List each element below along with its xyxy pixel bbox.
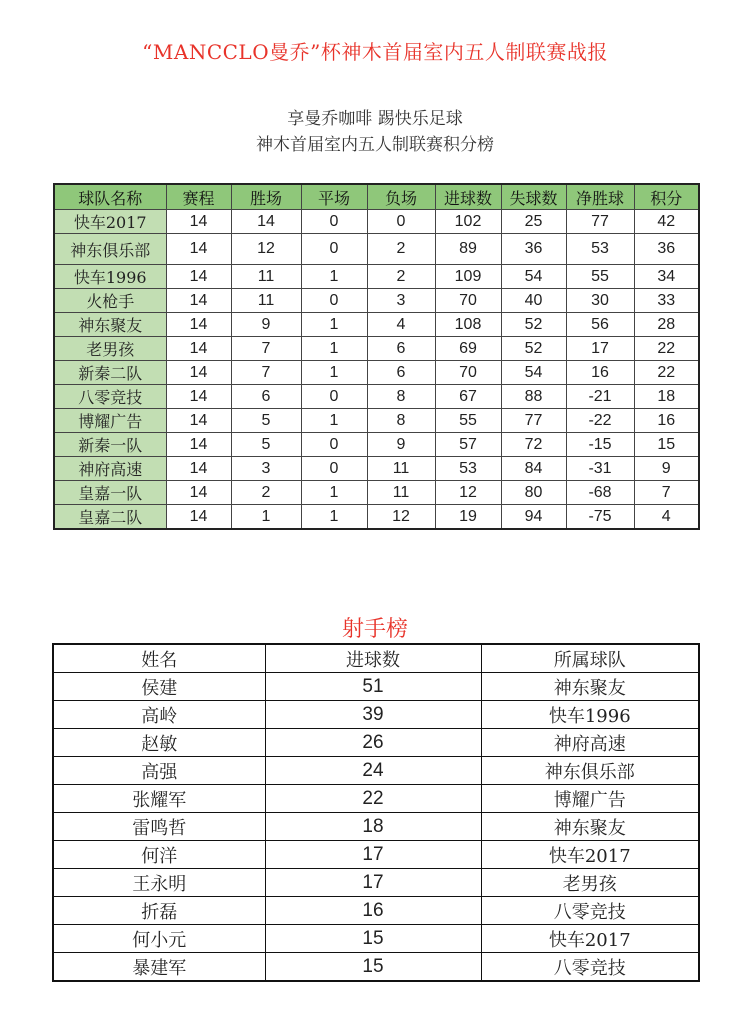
standings-row [54,457,699,481]
stat-cell: 19 [435,505,501,530]
standings-row [54,361,699,385]
player-name-cell: 暴建军 [53,953,265,982]
stat-cell: 11 [367,481,435,505]
goals-cell: 26 [265,729,481,757]
team-name-cell: 神东聚友 [54,313,166,337]
team-name-cell: 神东俱乐部 [54,234,166,265]
stat-cell: 11 [231,289,301,313]
stat-cell: 88 [501,385,566,409]
player-name-cell: 侯建 [53,673,265,701]
stat-cell: -15 [566,433,634,457]
goals-cell: 51 [265,673,481,701]
stat-cell: 15 [634,433,699,457]
stat-cell: 0 [301,210,367,234]
team-cell: 博耀广告 [481,785,699,813]
stat-cell: 5 [231,409,301,433]
stat-cell: 1 [231,505,301,530]
stat-cell: 17 [566,337,634,361]
stat-cell: 1 [301,505,367,530]
stat-cell: 1 [301,337,367,361]
team-cell: 快车2017 [481,841,699,869]
stat-cell: 6 [231,385,301,409]
stat-cell: 14 [166,337,231,361]
stat-cell: 12 [367,505,435,530]
stat-cell: 80 [501,481,566,505]
player-name-cell: 赵敏 [53,729,265,757]
stat-cell: 70 [435,361,501,385]
header-cell: 失球数 [501,184,566,210]
stat-cell: 14 [166,210,231,234]
scorer-row [53,785,699,813]
header-cell: 赛程 [166,184,231,210]
stat-cell: 14 [166,313,231,337]
stat-cell: 14 [166,457,231,481]
standings-row [54,289,699,313]
stat-cell: 70 [435,289,501,313]
stat-cell: -22 [566,409,634,433]
stat-cell: 54 [501,265,566,289]
standings-row [54,337,699,361]
goals-cell: 39 [265,701,481,729]
stat-cell: 12 [435,481,501,505]
stat-cell: 94 [501,505,566,530]
team-cell: 神府高速 [481,729,699,757]
team-name-cell: 皇嘉二队 [54,505,166,530]
stat-cell: 11 [231,265,301,289]
player-name-cell: 高岭 [53,701,265,729]
header-cell: 球队名称 [54,184,166,210]
stat-cell: 1 [301,313,367,337]
stat-cell: 14 [166,265,231,289]
scorers-title: 射手榜 [341,617,408,642]
player-name-cell: 何洋 [53,841,265,869]
stat-cell: 53 [435,457,501,481]
stat-cell: 36 [634,234,699,265]
stat-cell: 4 [634,505,699,530]
player-name-cell: 折磊 [53,897,265,925]
header-cell: 负场 [367,184,435,210]
stat-cell: 9 [634,457,699,481]
goals-cell: 22 [265,785,481,813]
scorer-row [53,813,699,841]
goals-cell: 15 [265,925,481,953]
stat-cell: 7 [231,361,301,385]
stat-cell: 33 [634,289,699,313]
stat-cell: 34 [634,265,699,289]
scorers-header-row [53,644,699,673]
stat-cell: -21 [566,385,634,409]
stat-cell: 7 [231,337,301,361]
standings-row [54,385,699,409]
stat-cell: 7 [634,481,699,505]
stat-cell: 14 [166,505,231,530]
standings-header-row [54,184,699,210]
player-name-cell: 王永明 [53,869,265,897]
scorers-table [52,643,700,982]
goals-cell: 18 [265,813,481,841]
scorer-row [53,953,699,982]
stat-cell: 16 [566,361,634,385]
page-title: “MANCCLO曼乔”杯神木首届室内五人制联赛战报 [142,40,608,64]
stat-cell: 14 [166,385,231,409]
stat-cell: 14 [166,361,231,385]
stat-cell: 14 [166,433,231,457]
stat-cell: 0 [301,385,367,409]
stat-cell: 0 [301,457,367,481]
header-cell: 进球数 [435,184,501,210]
stat-cell: 14 [166,289,231,313]
stat-cell: 22 [634,337,699,361]
stat-cell: 9 [231,313,301,337]
header-cell: 积分 [634,184,699,210]
stat-cell: 102 [435,210,501,234]
stat-cell: 52 [501,313,566,337]
stat-cell: 16 [634,409,699,433]
stat-cell: 6 [367,337,435,361]
scorer-row [53,729,699,757]
team-name-cell: 快车1996 [54,265,166,289]
standings-row [54,210,699,234]
stat-cell: 84 [501,457,566,481]
stat-cell: -68 [566,481,634,505]
standings-row [54,481,699,505]
stat-cell: 2 [367,234,435,265]
goals-cell: 16 [265,897,481,925]
team-cell: 八零竞技 [481,953,699,982]
team-cell: 老男孩 [481,869,699,897]
stat-cell: 0 [301,234,367,265]
stat-cell: 2 [231,481,301,505]
stat-cell: 52 [501,337,566,361]
stat-cell: 0 [301,289,367,313]
stat-cell: 4 [367,313,435,337]
stat-cell: 53 [566,234,634,265]
stat-cell: 1 [301,265,367,289]
stat-cell: 89 [435,234,501,265]
header-cell: 净胜球 [566,184,634,210]
standings-row [54,265,699,289]
standings-row [54,234,699,265]
team-cell: 快车2017 [481,925,699,953]
stat-cell: 5 [231,433,301,457]
stat-cell: 25 [501,210,566,234]
header-cell: 平场 [301,184,367,210]
scorer-row [53,841,699,869]
standings-row [54,409,699,433]
team-cell: 神东俱乐部 [481,757,699,785]
goals-cell: 24 [265,757,481,785]
scorer-row [53,897,699,925]
player-name-cell: 高强 [53,757,265,785]
standings-row [54,313,699,337]
stat-cell: 57 [435,433,501,457]
standings-title: 神木首届室内五人制联赛积分榜 [256,135,494,155]
scorer-row [53,925,699,953]
stat-cell: -75 [566,505,634,530]
stat-cell: 14 [166,409,231,433]
stat-cell: 9 [367,433,435,457]
goals-cell: 17 [265,841,481,869]
stat-cell: 2 [367,265,435,289]
team-name-cell: 皇嘉一队 [54,481,166,505]
stat-cell: 109 [435,265,501,289]
header-cell: 姓名 [53,644,265,673]
stat-cell: 8 [367,409,435,433]
team-name-cell: 火枪手 [54,289,166,313]
stat-cell: 69 [435,337,501,361]
stat-cell: 14 [166,234,231,265]
team-cell: 神东聚友 [481,673,699,701]
stat-cell: 42 [634,210,699,234]
stat-cell: -31 [566,457,634,481]
standings-table [53,183,700,530]
stat-cell: 55 [566,265,634,289]
goals-cell: 17 [265,869,481,897]
player-name-cell: 何小元 [53,925,265,953]
stat-cell: 8 [367,385,435,409]
team-name-cell: 老男孩 [54,337,166,361]
stat-cell: 14 [231,210,301,234]
player-name-cell: 张耀军 [53,785,265,813]
team-name-cell: 博耀广告 [54,409,166,433]
stat-cell: 108 [435,313,501,337]
scorer-row [53,673,699,701]
slogan: 享曼乔咖啡 踢快乐足球 [287,109,463,129]
stat-cell: 0 [367,210,435,234]
stat-cell: 56 [566,313,634,337]
header-cell: 所属球队 [481,644,699,673]
stat-cell: 6 [367,361,435,385]
stat-cell: 0 [301,433,367,457]
stat-cell: 1 [301,361,367,385]
stat-cell: 18 [634,385,699,409]
team-name-cell: 八零竞技 [54,385,166,409]
player-name-cell: 雷鸣哲 [53,813,265,841]
team-name-cell: 神府高速 [54,457,166,481]
stat-cell: 3 [367,289,435,313]
stat-cell: 30 [566,289,634,313]
scorer-row [53,757,699,785]
goals-cell: 15 [265,953,481,982]
stat-cell: 77 [501,409,566,433]
stat-cell: 3 [231,457,301,481]
team-cell: 快车1996 [481,701,699,729]
stat-cell: 12 [231,234,301,265]
stat-cell: 22 [634,361,699,385]
stat-cell: 1 [301,409,367,433]
standings-row [54,433,699,457]
team-cell: 神东聚友 [481,813,699,841]
stat-cell: 54 [501,361,566,385]
stat-cell: 14 [166,481,231,505]
stat-cell: 1 [301,481,367,505]
team-name-cell: 新秦一队 [54,433,166,457]
stat-cell: 28 [634,313,699,337]
header-cell: 胜场 [231,184,301,210]
stat-cell: 36 [501,234,566,265]
stat-cell: 72 [501,433,566,457]
stat-cell: 67 [435,385,501,409]
stat-cell: 11 [367,457,435,481]
team-cell: 八零竞技 [481,897,699,925]
scorer-row [53,869,699,897]
team-name-cell: 快车2017 [54,210,166,234]
header-cell: 进球数 [265,644,481,673]
stat-cell: 55 [435,409,501,433]
stat-cell: 77 [566,210,634,234]
team-name-cell: 新秦二队 [54,361,166,385]
stat-cell: 40 [501,289,566,313]
scorer-row [53,701,699,729]
standings-row [54,505,699,530]
